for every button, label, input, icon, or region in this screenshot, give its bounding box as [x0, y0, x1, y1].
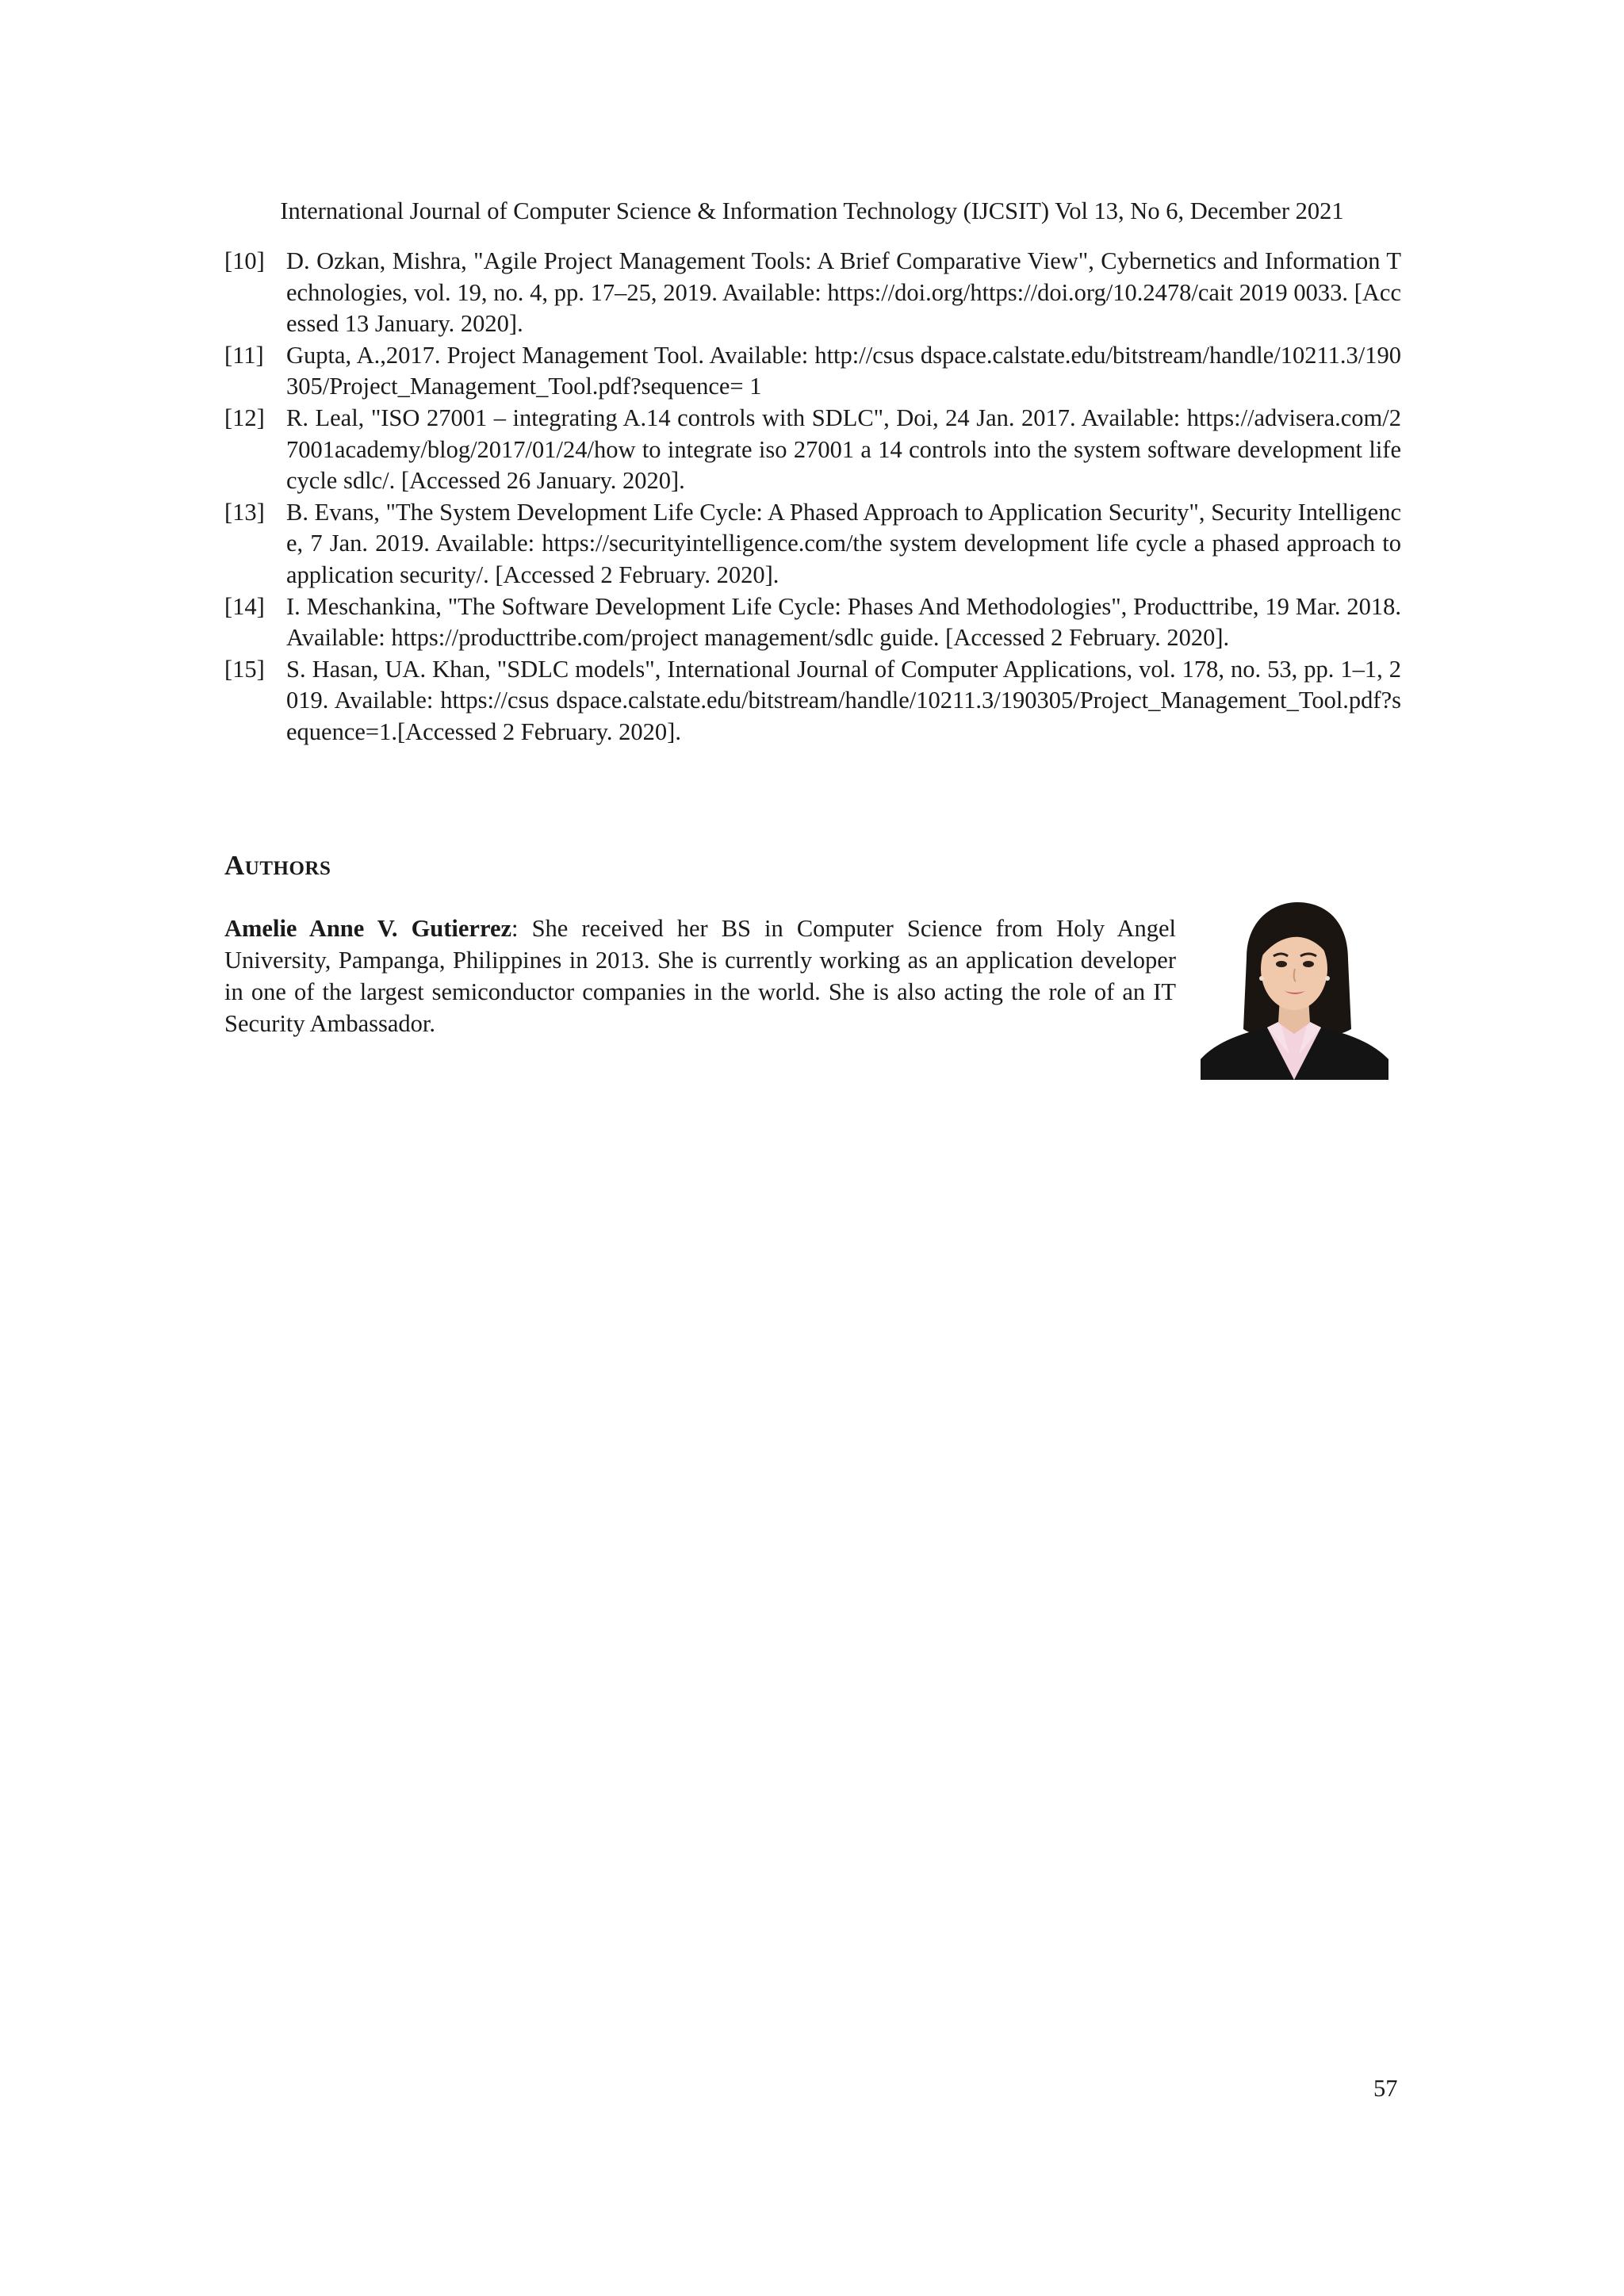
reference-number: [12] — [224, 404, 265, 431]
author-bio — [224, 913, 1176, 1039]
reference-text: D. Ozkan, Mishra, "Agile Project Management Tools: A Brief Comparative View", Cybernetics and Information Technologies, vol. 19, no. 4, pp. 17–25, 2019. Available: https://doi.org/https://doi.org/10.2478/cait 2019 0033. [Accessed 13 January. 2020]. — [286, 247, 1401, 338]
reference-item — [224, 591, 1401, 654]
reference-list — [224, 246, 1401, 748]
reference-item — [224, 654, 1401, 748]
reference-number: [14] — [224, 592, 265, 620]
reference-text: Gupta, A.,2017. Project Management Tool. Available: http://csus dspace.calstate.edu/bitstream/handle/10211.3/190305/Project_Management_Tool.pdf?sequence= 1 — [286, 341, 1401, 400]
author-photo — [1201, 896, 1388, 1080]
reference-text: I. Meschankina, "The Software Development Life Cycle: Phases And Methodologies", Producttribe, 19 Mar. 2018. Available: https://producttribe.com/project management/sdlc guide. [Accessed 2 February. 2020]. — [286, 592, 1401, 652]
running-header: International Journal of Computer Science & Information Technology (IJCSIT) Vol 13, No 6, December 2021 — [280, 197, 1344, 224]
reference-text: R. Leal, "ISO 27001 – integrating A.14 controls with SDLC", Doi, 24 Jan. 2017. Available: https://advisera.com/27001academy/blog/2017/01/24/how to integrate iso 27001 a 14 controls into the system software development life cycle sdlc/. [Accessed 26 January. 2020]. — [286, 404, 1401, 495]
author-name: Amelie Anne V. Gutierrez — [224, 915, 512, 942]
reference-item — [224, 403, 1401, 497]
reference-number: [13] — [224, 498, 265, 526]
reference-text: B. Evans, "The System Development Life Cycle: A Phased Approach to Application Security", Security Intelligence, 7 Jan. 2019. Available: https://securityintelligence.com/the system development life cycle a phased approach to application security/. [Accessed 2 February. 2020]. — [286, 498, 1401, 588]
reference-number: [11] — [224, 341, 264, 369]
reference-item — [224, 246, 1401, 340]
reference-item — [224, 497, 1401, 591]
reference-item — [224, 340, 1401, 403]
author-bio-text: : She received her BS in Computer Science from Holy Angel University, Pampanga, Philippines in 2013. She is currently working as an application developer in one of the largest semiconductor companies in the world. She is also acting the role of an IT Security Ambassador. — [224, 915, 1176, 1037]
page-number: 57 — [1373, 2075, 1398, 2102]
authors-heading: Authors — [224, 850, 331, 881]
reference-number: [15] — [224, 655, 265, 683]
reference-text: S. Hasan, UA. Khan, "SDLC models", International Journal of Computer Applications, vol. 178, no. 53, pp. 1–1, 2019. Available: https://csus dspace.calstate.edu/bitstream/handle/10211.3/190305/Project_Management_Tool.pdf?sequence=1.[Accessed 2 February. 2020]. — [286, 655, 1401, 745]
author-portrait-image — [1201, 896, 1388, 1080]
reference-number: [10] — [224, 247, 265, 274]
